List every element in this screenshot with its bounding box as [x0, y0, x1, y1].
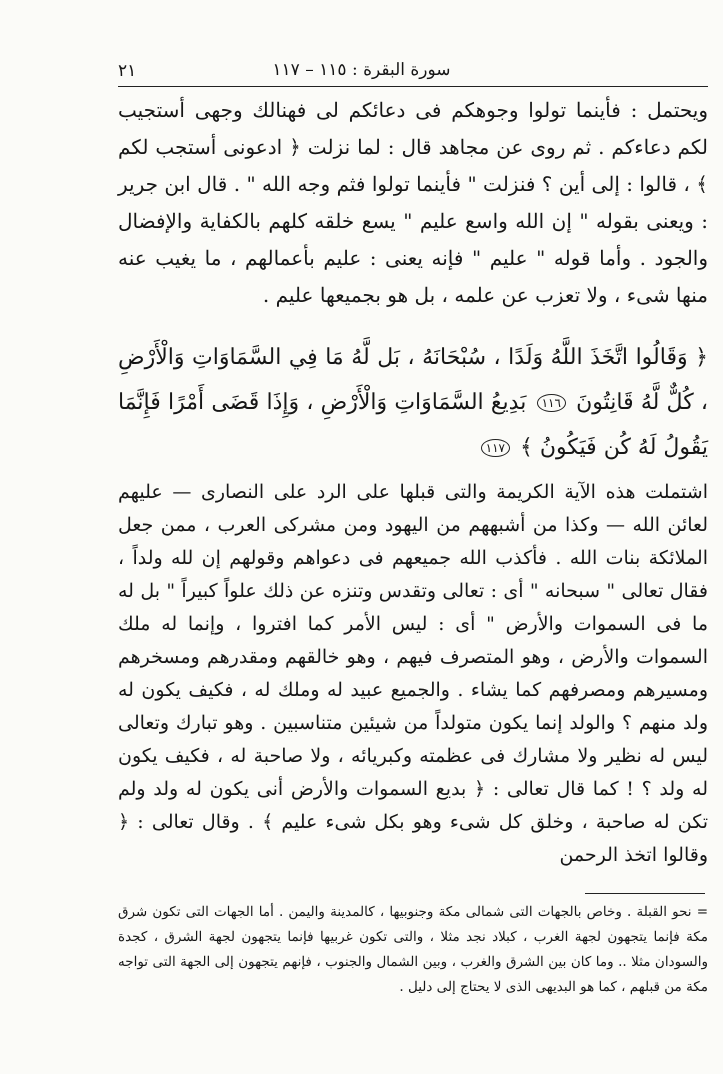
page-number: ٢١ — [118, 61, 137, 81]
verse-116-text: ﴿ وَقَالُوا اتَّخَذَ اللَّهُ وَلَدًا ، سُبْحَانَهُ ، بَل لَّهُ مَا فِي السَّمَاوَاتِ وَالْأَرْضِ ، كُلٌّ لَّهُ قَانِتُونَ — [118, 345, 708, 415]
verse-text — [118, 335, 708, 470]
footnote-rule — [585, 893, 705, 894]
commentary-text: ويحتمل : فأينما تولوا وجوهكم فى دعائكم لى فهنالك وجهى أستجيب لكم دعاءكم . ثم روى عن مجاهد قال : لما نزلت ﴿ ادعونى أستجب لكم ﴾ ، قالوا : إلى أين ؟ فنزلت " فأينما تولوا فثم وجه الله " . قال ابن جرير : ويعنى بقوله " إن الله واسع عليم " يسع خلقه كلهم بالكفاية والإفضال والجود . وأما قوله " عليم " فإنه يعنى : عليم بأعمالهم ، ما يغيب عنه منها شىء ، ولا تعزب عن علمه ، بل هو بجميعها عليم . — [118, 98, 708, 307]
commentary-paragraph-2 — [118, 476, 708, 872]
commentary-paragraph-1 — [118, 92, 708, 314]
verse-marker-116: ١١٦ — [537, 394, 566, 412]
verse-117-text: بَدِيعُ السَّمَاوَاتِ وَالْأَرْضِ ، وَإِذَا قَضَى أَمْرًا فَإِنَّمَا يَقُولُ لَهُ كُن فَيَكُونُ ﴾ — [118, 390, 708, 460]
footnote — [118, 900, 708, 1000]
quran-verse-block — [118, 335, 708, 470]
commentary-text: اشتملت هذه الآية الكريمة والتى قبلها على الرد على النصارى — عليهم لعائن الله — وكذا من أشبههم من اليهود ومن مشركى العرب ، ممن جعل الملائكة بنات الله . فأكذب الله جميعهم فى دعواهم وقولهم إن لله ولداً ، فقال تعالى " سبحانه " أى : تعالى وتقدس وتنزه عن ذلك علواً كبيراً " بل له ما فى السموات والأرض " أى : ليس الأمر كما افتروا ، وإنما له ملك السموات والأرض ، وهو المتصرف فيهم ، وهو خالقهم ومقدرهم ومسخرهم ومسيرهم ومصرفهم كما يشاء . والجميع عبيد له وملك له ، فكيف يكون له ولد منهم ؟ والولد إنما يكون متولداً من شيئين متناسبين . وهو تبارك وتعالى ليس له نظير ولا مشارك فى عظمته وكبريائه ، ولا صاحبة له ، فكيف يكون له ولد ؟ ! كما قال تعالى : ﴿ بديع السموات والأرض أنى يكون له ولد ولم تكن له صاحبة ، وخلق كل شىء وهو بكل شىء عليم ﴾ . وقال تعالى : ﴿ وقالوا اتخذ الرحمن — [118, 481, 708, 866]
verse-marker-117: ١١٧ — [481, 439, 510, 457]
footnote-text: = نحو القبلة . وخاص بالجهات التى شمالى مكة وجنوبيها ، كالمدينة واليمن . أما الجهات التى تكون شرق مكة فإنما يتجهون لجهة الغرب ، كبلاد نجد مثلا ، والتى تكون غربيها فإنما يتجهون لجهة الشرق ، كجدة والسودان مثلا .. وما كان بين الشرق والغرب ، وبين الشمال والجنوب ، فإنهم يتجهون إلى الجهة التى تواجه مكة من قبلهم ، كما هو البديهى الذى لا يحتاج إلى دليل . — [118, 904, 708, 995]
header-rule — [118, 86, 708, 87]
running-header: سورة البقرة : ١١٥ – ١١٧ — [272, 60, 451, 80]
